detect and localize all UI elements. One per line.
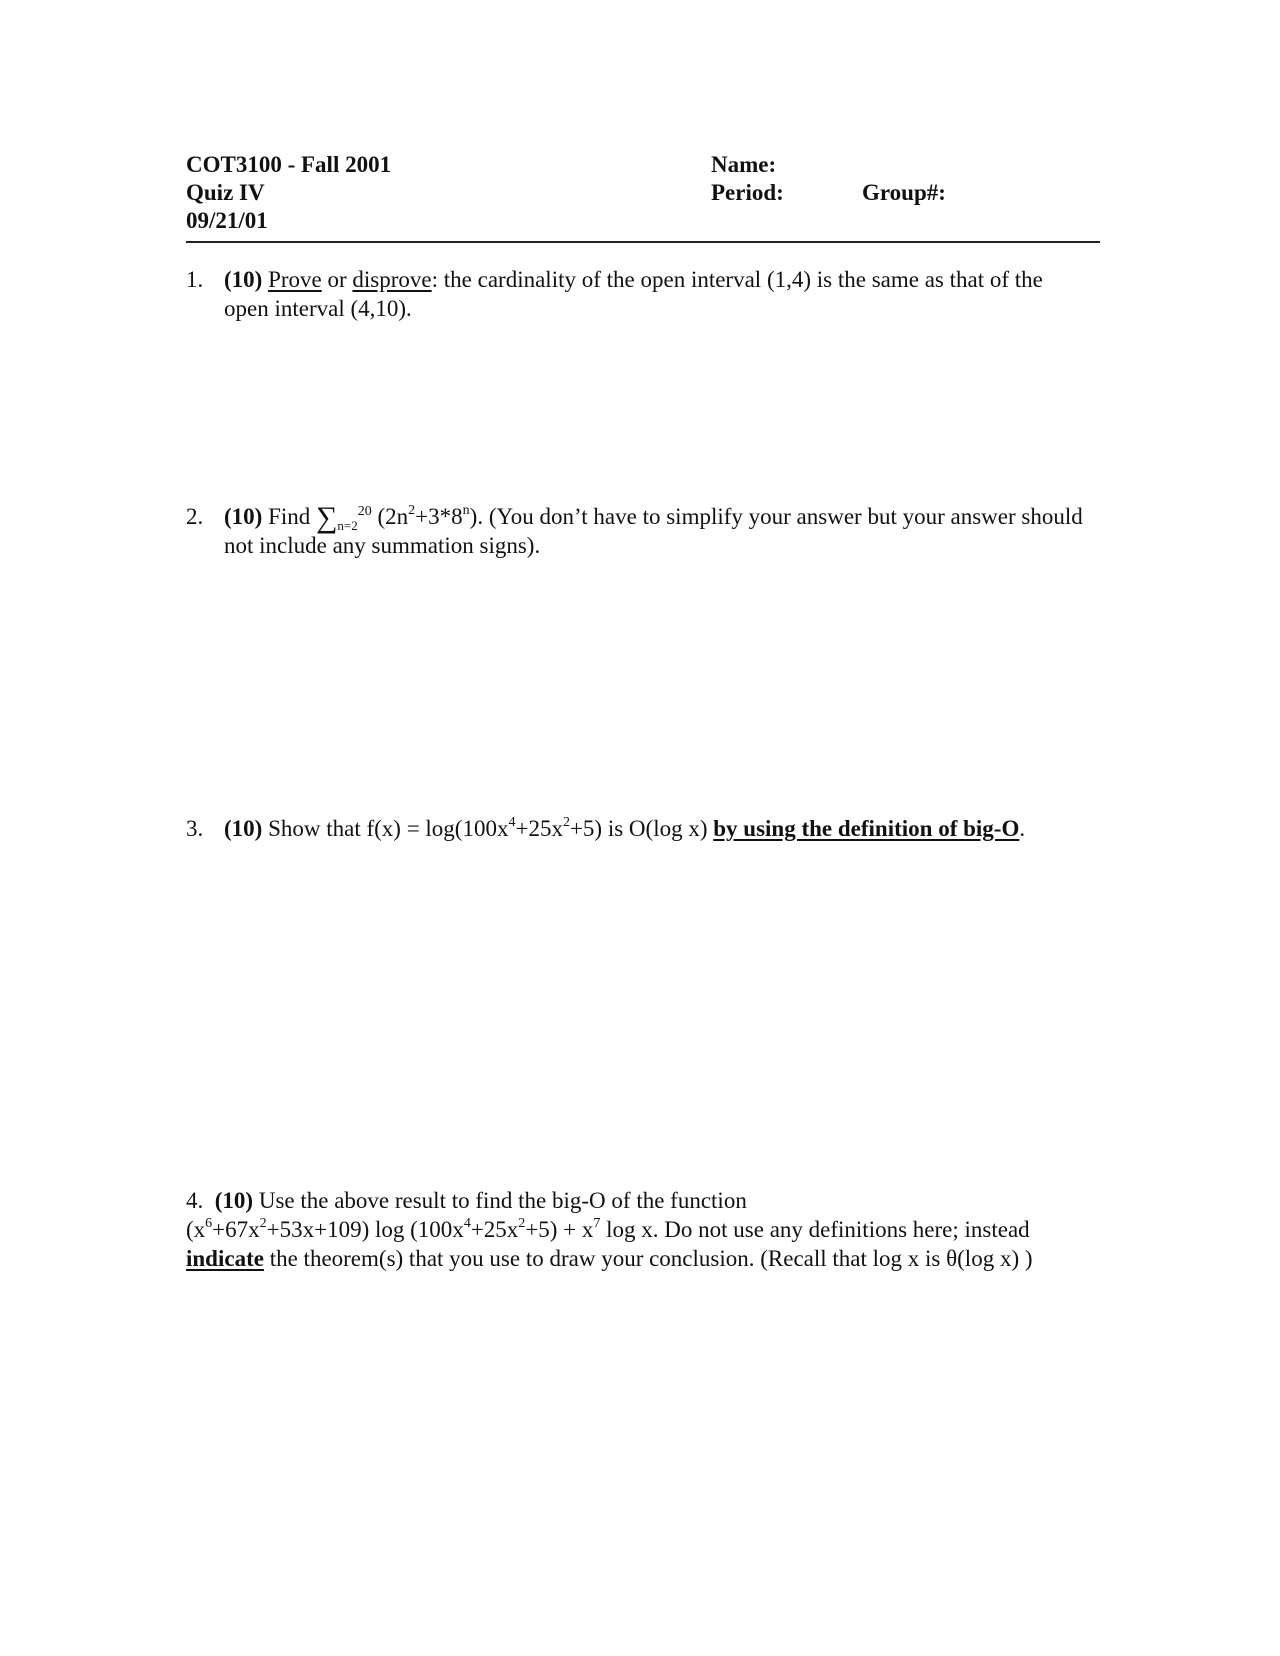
period-label: Period: bbox=[711, 180, 784, 205]
find-word: Find bbox=[262, 504, 317, 529]
exponent: 2 bbox=[259, 1216, 267, 1231]
exponent: 7 bbox=[593, 1216, 601, 1231]
expr-part: +5) is O(log x) bbox=[569, 816, 714, 841]
header-course-block bbox=[186, 151, 391, 235]
expr-part: (2n bbox=[371, 504, 409, 529]
exponent: 6 bbox=[205, 1216, 213, 1231]
question-text bbox=[224, 265, 1104, 323]
name-label: Name: bbox=[711, 152, 777, 177]
question-points: (10) bbox=[224, 816, 263, 841]
summation-symbol: ∑ bbox=[316, 501, 338, 534]
summation-upper-bound: 20 bbox=[357, 504, 372, 519]
exponent: n bbox=[462, 503, 470, 518]
question-text-rest: the theorem(s) that you use to draw your conclusion. (Recall that log x is θ(log x) ) bbox=[263, 1246, 1033, 1271]
quiz-title: Quiz IV bbox=[186, 180, 265, 205]
question-line bbox=[186, 1186, 1086, 1215]
expr-part: +5) + x bbox=[525, 1217, 594, 1242]
question-points: (10) bbox=[224, 267, 263, 292]
question-text bbox=[224, 502, 1124, 560]
course-title: COT3100 - Fall 2001 bbox=[186, 152, 392, 177]
question-line bbox=[224, 814, 1104, 843]
exponent: 2 bbox=[518, 1216, 526, 1231]
quiz-date: 09/21/01 bbox=[186, 208, 268, 233]
emphasis-text: by using the definition of big-O bbox=[713, 816, 1020, 841]
expr-part: +25x bbox=[470, 1217, 519, 1242]
expr-part: +67x bbox=[212, 1217, 260, 1242]
expr-part: +53x+109) log (100x bbox=[266, 1217, 464, 1242]
expr-part: (x bbox=[186, 1217, 206, 1242]
exponent: 4 bbox=[463, 1216, 471, 1231]
question-line bbox=[186, 1244, 1086, 1273]
question-points: (10) bbox=[224, 504, 263, 529]
question-number: 4. bbox=[186, 1188, 204, 1213]
indicate-word: indicate bbox=[186, 1246, 264, 1271]
header-student-block bbox=[711, 151, 784, 207]
prove-word: Prove bbox=[268, 267, 322, 292]
question-line bbox=[224, 501, 1124, 534]
period-mark: . bbox=[1019, 816, 1026, 841]
exponent: 2 bbox=[408, 503, 416, 518]
question-number: 1. bbox=[186, 267, 204, 292]
disprove-word: disprove bbox=[352, 267, 432, 292]
or-word: or bbox=[321, 267, 353, 292]
question-number: 3. bbox=[186, 816, 204, 841]
expr-part: +3*8 bbox=[415, 504, 463, 529]
question-number: 2. bbox=[186, 504, 204, 529]
question-text: Use the above result to find the big-O of the function bbox=[253, 1188, 747, 1213]
exponent: 4 bbox=[508, 815, 516, 830]
question-line: open interval (4,10). bbox=[224, 296, 412, 321]
header-divider bbox=[186, 241, 1100, 243]
question-text-rest: : the cardinality of the open interval (1,4) is the same as that of the bbox=[431, 267, 1043, 292]
question-line: not include any summation signs). bbox=[224, 533, 541, 558]
summation-lower-bound: n=2 bbox=[337, 518, 358, 533]
question-4 bbox=[186, 1186, 1086, 1273]
question-line bbox=[186, 1215, 1086, 1244]
expr-part: Show that f(x) = log(100x bbox=[262, 816, 509, 841]
question-points: (10) bbox=[214, 1188, 254, 1213]
exponent: 2 bbox=[562, 815, 570, 830]
group-label: Group#: bbox=[862, 180, 946, 205]
expr-part: ). (You don’t have to simplify your answer but your answer should bbox=[469, 504, 1083, 529]
expr-part: +25x bbox=[515, 816, 563, 841]
question-line bbox=[224, 265, 1104, 294]
expr-part: log x. Do not use any definitions here; instead bbox=[600, 1217, 1030, 1242]
question-text bbox=[224, 814, 1104, 843]
